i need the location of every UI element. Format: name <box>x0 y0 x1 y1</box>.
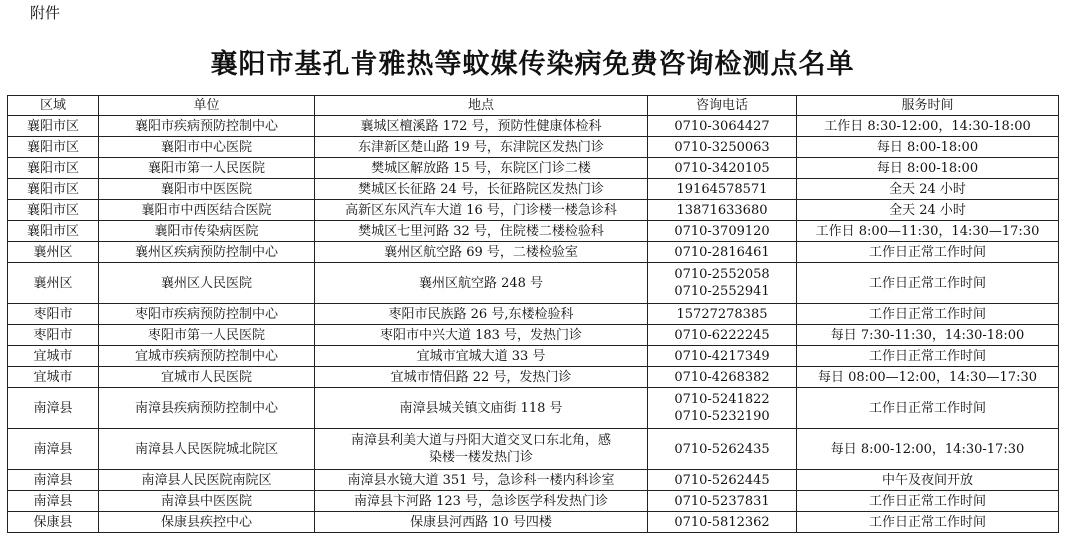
table-row <box>8 242 1059 263</box>
phone-cell-line: 0710-5262435 <box>674 441 770 457</box>
phone-cell-line: 0710-2552058 <box>674 267 770 282</box>
column-header-hours: 服务时间 <box>797 96 1059 116</box>
phone-cell-line: 0710-2816461 <box>674 244 770 260</box>
region-cell: 枣阳市 <box>8 325 99 346</box>
phone-cell <box>648 116 797 137</box>
table-row <box>8 137 1059 158</box>
unit-cell: 保康县疾控中心 <box>99 512 315 533</box>
unit-cell: 襄州区人民医院 <box>99 263 315 304</box>
hours-cell: 全天 24 小时 <box>797 179 1059 200</box>
phone-cell <box>648 470 797 491</box>
hours-cell: 工作日正常工作时间 <box>797 242 1059 263</box>
region-cell: 宜城市 <box>8 346 99 367</box>
phone-cell <box>648 491 797 512</box>
hours-cell: 每日 8:00-12:00，14:30-17:30 <box>797 429 1059 470</box>
location-cell: 襄州区航空路 69 号，二楼检验室 <box>315 242 648 263</box>
region-cell: 襄阳市区 <box>8 116 99 137</box>
table-body <box>8 116 1059 533</box>
unit-cell: 宜城市人民医院 <box>99 367 315 388</box>
region-cell: 襄阳市区 <box>8 158 99 179</box>
phone-cell <box>648 346 797 367</box>
table-row <box>8 200 1059 221</box>
location-cell: 樊城区长征路 24 号，长征路院区发热门诊 <box>315 179 648 200</box>
table-header-row <box>8 96 1059 116</box>
unit-cell: 襄阳市疾病预防控制中心 <box>99 116 315 137</box>
location-cell: 宜城市宜城大道 33 号 <box>315 346 648 367</box>
table-row <box>8 367 1059 388</box>
location-cell <box>315 429 648 470</box>
phone-cell-line: 0710-5262445 <box>674 472 770 488</box>
phone-cell <box>648 137 797 158</box>
phone-cell-line: 0710-6222245 <box>674 327 770 343</box>
hours-cell: 工作日正常工作时间 <box>797 263 1059 304</box>
region-cell: 襄阳市区 <box>8 137 99 158</box>
table-row <box>8 179 1059 200</box>
hours-cell: 每日 08:00—12:00，14:30—17:30 <box>797 367 1059 388</box>
phone-cell <box>648 429 797 470</box>
location-cell: 枣阳市中兴大道 183 号，发热门诊 <box>315 325 648 346</box>
region-cell: 襄阳市区 <box>8 200 99 221</box>
location-cell: 南漳县水镜大道 351 号，急诊科一楼内科诊室 <box>315 470 648 491</box>
location-cell: 襄城区檀溪路 172 号，预防性健康体检科 <box>315 116 648 137</box>
phone-cell <box>648 221 797 242</box>
region-cell: 南漳县 <box>8 491 99 512</box>
table-row <box>8 221 1059 242</box>
column-header-region: 区域 <box>8 96 99 116</box>
unit-cell: 襄州区疾病预防控制中心 <box>99 242 315 263</box>
hours-cell: 每日 7:30-11:30，14:30-18:00 <box>797 325 1059 346</box>
location-cell: 高新区东风汽车大道 16 号，门诊楼一楼急诊科 <box>315 200 648 221</box>
region-cell: 宜城市 <box>8 367 99 388</box>
column-header-location: 地点 <box>315 96 648 116</box>
phone-cell <box>648 158 797 179</box>
table-row <box>8 116 1059 137</box>
phone-cell <box>648 388 797 429</box>
region-cell: 襄阳市区 <box>8 179 99 200</box>
unit-cell: 枣阳市第一人民医院 <box>99 325 315 346</box>
region-cell: 襄州区 <box>8 263 99 304</box>
phone-cell-line: 19164578571 <box>676 181 768 197</box>
phone-cell-line: 0710-3064427 <box>674 118 770 134</box>
location-cell: 东津新区楚山路 19 号，东津院区发热门诊 <box>315 137 648 158</box>
unit-cell: 南漳县疾病预防控制中心 <box>99 388 315 429</box>
phone-cell-line: 0710-5241822 <box>674 392 770 407</box>
table-row <box>8 429 1059 470</box>
phone-cell-line: 15727278385 <box>676 306 768 322</box>
location-cell: 保康县河西路 10 号四楼 <box>315 512 648 533</box>
location-cell-line: 染楼一楼发热门诊 <box>428 450 533 465</box>
region-cell: 南漳县 <box>8 429 99 470</box>
unit-cell: 枣阳市疾病预防控制中心 <box>99 304 315 325</box>
hours-cell: 工作日正常工作时间 <box>797 388 1059 429</box>
table-row <box>8 346 1059 367</box>
unit-cell: 南漳县人民医院城北院区 <box>99 429 315 470</box>
table-row <box>8 512 1059 533</box>
hours-cell: 工作日 8:30-12:00，14:30-18:00 <box>797 116 1059 137</box>
location-cell: 樊城区解放路 15 号，东院区门诊二楼 <box>315 158 648 179</box>
hours-cell: 工作日正常工作时间 <box>797 304 1059 325</box>
location-cell: 樊城区七里河路 32 号，住院楼二楼检验科 <box>315 221 648 242</box>
region-cell: 南漳县 <box>8 470 99 491</box>
hours-cell: 每日 8:00-18:00 <box>797 158 1059 179</box>
phone-cell <box>648 200 797 221</box>
phone-cell-line: 13871633680 <box>676 202 768 218</box>
phone-cell-line: 0710-4268382 <box>674 369 770 385</box>
location-cell: 南漳县城关镇文庙街 118 号 <box>315 388 648 429</box>
region-cell: 襄阳市区 <box>8 221 99 242</box>
phone-cell <box>648 367 797 388</box>
table-row <box>8 304 1059 325</box>
table-row <box>8 491 1059 512</box>
location-cell: 襄州区航空路 248 号 <box>315 263 648 304</box>
hours-cell: 中午及夜间开放 <box>797 470 1059 491</box>
phone-cell <box>648 179 797 200</box>
location-cell-line: 南漳县利美大道与丹阳大道交叉口东北角，感 <box>350 433 611 448</box>
phone-cell-line: 0710-5232190 <box>674 409 770 424</box>
unit-cell: 襄阳市中医医院 <box>99 179 315 200</box>
column-header-phone: 咨询电话 <box>648 96 797 116</box>
unit-cell: 南漳县中医医院 <box>99 491 315 512</box>
phone-cell-line: 0710-4217349 <box>674 348 770 364</box>
hours-cell: 全天 24 小时 <box>797 200 1059 221</box>
hours-cell: 工作日正常工作时间 <box>797 346 1059 367</box>
unit-cell: 襄阳市第一人民医院 <box>99 158 315 179</box>
attachment-label: 附件 <box>30 4 61 22</box>
hours-cell: 每日 8:00-18:00 <box>797 137 1059 158</box>
phone-cell <box>648 512 797 533</box>
phone-cell-line: 0710-3709120 <box>674 223 770 239</box>
unit-cell: 襄阳市中心医院 <box>99 137 315 158</box>
hours-cell: 工作日正常工作时间 <box>797 512 1059 533</box>
phone-cell <box>648 304 797 325</box>
location-cell: 宜城市情侣路 22 号，发热门诊 <box>315 367 648 388</box>
table-row <box>8 158 1059 179</box>
phone-cell <box>648 242 797 263</box>
unit-cell: 宜城市疾病预防控制中心 <box>99 346 315 367</box>
testing-sites-table <box>7 95 1059 533</box>
location-cell: 南漳县卞河路 123 号，急诊医学科发热门诊 <box>315 491 648 512</box>
unit-cell: 南漳县人民医院南院区 <box>99 470 315 491</box>
unit-cell: 襄阳市中西医结合医院 <box>99 200 315 221</box>
phone-cell-line: 0710-5237831 <box>674 493 770 509</box>
region-cell: 南漳县 <box>8 388 99 429</box>
region-cell: 枣阳市 <box>8 304 99 325</box>
column-header-unit: 单位 <box>99 96 315 116</box>
phone-cell-line: 0710-2552941 <box>674 284 770 299</box>
phone-cell <box>648 263 797 304</box>
region-cell: 保康县 <box>8 512 99 533</box>
page-title: 襄阳市基孔肯雅热等蚊媒传染病免费咨询检测点名单 <box>210 49 855 80</box>
phone-cell <box>648 325 797 346</box>
unit-cell: 襄阳市传染病医院 <box>99 221 315 242</box>
phone-cell-line: 0710-3420105 <box>674 160 770 176</box>
table-row <box>8 388 1059 429</box>
region-cell: 襄州区 <box>8 242 99 263</box>
hours-cell: 工作日正常工作时间 <box>797 491 1059 512</box>
table-row <box>8 325 1059 346</box>
table-row <box>8 263 1059 304</box>
hours-cell: 工作日 8:00—11:30，14:30—17:30 <box>797 221 1059 242</box>
table-row <box>8 470 1059 491</box>
phone-cell-line: 0710-5812362 <box>674 514 770 530</box>
location-cell: 枣阳市民族路 26 号,东楼检验科 <box>315 304 648 325</box>
phone-cell-line: 0710-3250063 <box>674 139 770 155</box>
